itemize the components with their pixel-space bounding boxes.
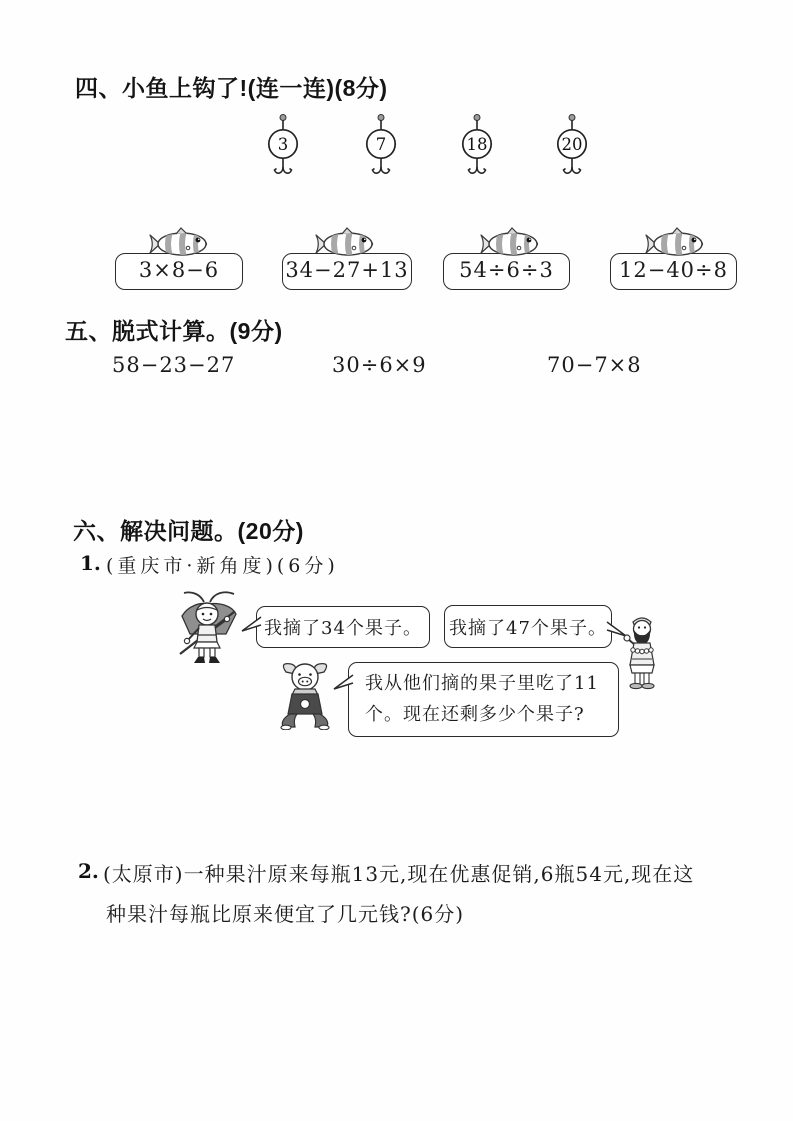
hook-number: 18 [466,135,488,154]
fish-expression: 34−27+13 [285,258,409,282]
monkey-king-figure [170,590,246,670]
problem1-source-tag: (重庆市·新角度)(6分) [106,555,339,577]
pig-bajie-figure [277,660,333,730]
fish-icon [148,227,208,257]
hook-number: 20 [561,135,583,154]
bubble-tail-left [333,673,354,693]
calc-expression-3: 70−7×8 [547,353,642,377]
problem1-number: 1. [80,551,101,575]
fish-expression: 3×8−6 [138,258,220,282]
bubble-text: 我摘了47个果子。 [449,617,607,639]
hook-target-3[interactable] [459,113,495,177]
fishhook-icon [265,113,301,177]
fishhook-icon [554,113,590,177]
fish-card-1[interactable] [115,253,243,290]
fish-icon [314,227,374,257]
hook-number: 7 [375,135,387,154]
bubble-text-line1: 我从他们摘的果子里吃了11 [365,673,599,694]
section5-title: 五、脱式计算。(9分) [65,318,283,344]
fish-expression: 12−40÷8 [619,258,728,282]
speech-bubble-monkey [256,606,430,648]
section4-title: 四、小鱼上钩了!(连一连)(8分) [75,75,388,101]
fish-card-3[interactable] [443,253,570,290]
problem2-line2: 种果汁每瓶比原来便宜了几元钱?(6分) [106,902,465,926]
fish-expression: 54÷6÷3 [459,258,554,282]
bubble-text: 我摘了34个果子。 [264,618,422,639]
fishhook-icon [459,113,495,177]
hook-target-4[interactable] [554,113,590,177]
sha-monk-figure [621,613,663,691]
speech-bubble-monk [444,605,612,648]
bubble-text-line2: 个。现在还剩多少个果子? [365,704,585,725]
section6-title: 六、解决问题。(20分) [73,518,304,544]
fish-card-4[interactable] [610,253,737,290]
fishhook-icon [363,113,399,177]
bubble-tail-left [241,615,262,635]
calc-expression-1: 58−23−27 [112,353,236,377]
hook-target-1[interactable] [265,113,301,177]
fish-icon [644,227,704,257]
fish-card-2[interactable] [282,253,412,290]
speech-bubble-pig [348,662,619,737]
problem2-line1: (太原市)一种果汁原来每瓶13元,现在优惠促销,6瓶54元,现在这 [103,862,695,886]
hook-target-2[interactable] [363,113,399,177]
hook-number: 3 [277,135,289,154]
calc-expression-2: 30÷6×9 [332,353,427,377]
fish-icon [479,227,539,257]
problem2-number: 2. [78,859,99,883]
